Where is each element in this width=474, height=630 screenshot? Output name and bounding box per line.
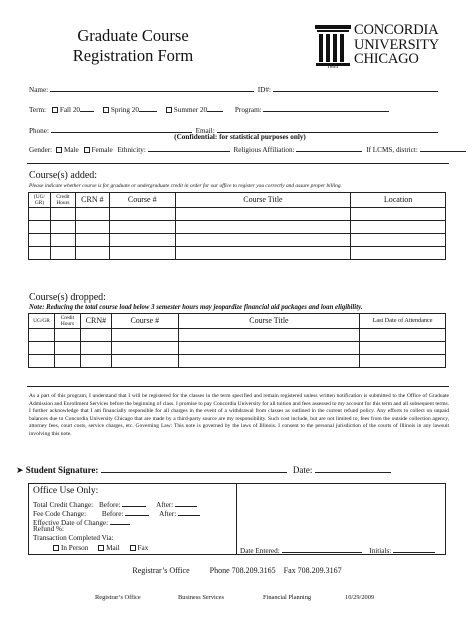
summer-year-field[interactable] [207,103,223,112]
table-row [29,342,446,355]
dropped-note: Note: Reducing the total course load below 3 semester hours may jeopardize financial aid packages and loan eligibility. [29,304,363,311]
divider-top [27,163,449,164]
added-col-credit: Credit Hours [50,193,75,208]
fax-label: Fax [137,544,149,552]
name-label: Name: [29,86,49,94]
effective-date-field[interactable] [110,516,130,525]
dropped-col-uggr: UG/GR [29,314,55,329]
lcms-district-field[interactable] [420,143,466,152]
phone-label: Phone: [29,127,49,135]
logo-text-university: UNIVERSITY [354,36,439,53]
spring-label: Spring 20 [110,106,139,114]
phone-field[interactable] [51,124,192,133]
dist-registrar: Registrar’s Office [95,594,141,601]
fall-label: Fall 20 [59,106,81,114]
registrar-fax: Fax 708.209.3167 [283,566,342,575]
total-credit-after-label: After: [156,501,174,509]
office-use-box [28,483,446,555]
summer-label: Summer 20 [173,106,208,114]
form-title-line1: Graduate Course [77,26,189,45]
term-row [29,103,449,114]
religious-label: Religious Affiliation: [233,146,295,154]
program-field[interactable] [263,103,389,112]
agreement-text: As a part of this program, I understand that I will be registered for the classes in the term specified and remain registered unless written notification is submitted to the Office of Graduate Admission and Enrollment Services before the beginning of class. I promise to pay Concordia University for all tuition and fees assessed to my account for this term and all subsequent terms. I further acknowledge that I am financially responsible for all charges in the event of a withdrawal from classes as outlined in the current refund policy. Any efforts to collect on unpaid balances due to Concordia University Chicago that are made by a third-party source are my responsibility. Such cost include, but are not limited to, fees from the outside collection agency, attorney fees, court costs, service charges, etc. Governing Law: This note is governed by the laws of Illinois. I consent to the personal jurisdiction of the courts of Illinois in any lawsuit involving this note. [29,393,449,437]
added-col-crn: CRN # [75,193,109,208]
fax-checkbox[interactable] [130,545,136,551]
spring-checkbox[interactable] [103,107,109,113]
dropped-courses-table [28,313,446,368]
fall-year-field[interactable] [80,103,94,112]
fee-code-before-label: Before: [101,510,124,518]
registrar-office: Registrar’s Office [132,566,190,575]
total-credit-label: Total Credit Change: [33,501,94,509]
signature-label: Student Signature: [25,465,99,475]
confidential-note: (Confidential: for statistical purposes only) [174,133,306,141]
table-row [29,355,446,368]
email-field[interactable] [217,124,438,133]
dist-financial: Financial Planning [263,594,312,601]
fall-checkbox[interactable] [52,107,58,113]
office-vertical-divider [236,484,237,554]
dropped-col-crn: CRN# [80,314,111,329]
total-credit-before-field[interactable] [122,498,146,507]
logo-year: 1864 [327,64,338,70]
logo-text-chicago: CHICAGO [354,51,419,67]
dropped-col-credit: Credit Hours [54,314,80,329]
dist-business: Business Services [178,594,224,601]
total-credit-after-field[interactable] [175,498,197,507]
date-entered-label: Date Entered: [240,547,280,555]
transaction-row [33,534,114,542]
signature-date-field[interactable] [315,464,391,473]
signature-row [16,464,446,476]
dropped-col-last-date: Last Date of Attendance [360,314,446,329]
program-label: Program: [234,106,262,114]
dropped-col-course: Course # [111,314,178,329]
total-credit-before-label: Before: [98,501,121,509]
refund-row [33,525,64,533]
table-row [29,221,446,234]
gender-row [29,143,449,154]
transaction-label: Transaction Completed Via: [33,534,114,542]
logo-text-concordia: CONCORDIA [354,22,439,38]
female-checkbox[interactable] [84,147,90,153]
in-person-label: In Person [61,544,89,552]
fee-code-after-field[interactable] [178,507,200,516]
table-row [29,208,446,221]
email-label: Email: [195,127,215,135]
gender-label: Gender: [29,146,53,154]
ethnicity-label: Ethnicity: [117,146,146,154]
signature-date-label: Date: [292,465,313,475]
mail-checkbox[interactable] [98,545,104,551]
registrar-phone: Phone 708.209.3165 [209,566,276,575]
divider-agreement [27,386,449,387]
name-field[interactable] [50,83,254,92]
initials-field[interactable] [393,544,435,553]
id-field[interactable] [273,83,438,92]
male-checkbox[interactable] [56,147,62,153]
initials-label: Initials: [369,547,392,555]
summer-checkbox[interactable] [166,107,172,113]
dist-date: 10/29/2009 [345,594,375,601]
fee-code-after-label: After: [159,510,177,518]
term-label: Term: [29,106,47,114]
refund-label: Refund %: [33,525,64,533]
added-heading: Course(s) added: [29,170,98,181]
date-entered-row [240,544,435,555]
mail-label: Mail [106,544,120,552]
name-row [29,83,449,94]
office-heading: Office Use Only: [33,486,99,496]
added-col-location: Location [351,193,446,208]
added-note: Please indicate whether course is for graduate or undergraduate credit in order for our office to register you correctly and assure proper billing. [29,183,342,189]
dropped-col-title: Course Title [178,314,359,329]
spring-year-field[interactable] [139,103,157,112]
in-person-checkbox[interactable] [53,545,59,551]
ethnicity-field[interactable] [148,143,230,152]
added-courses-table [28,192,446,260]
female-label: Female [91,146,113,154]
arrow-icon: ➤ [16,466,24,476]
added-col-uggr: (UG/ GR) [29,193,51,208]
dropped-heading: Course(s) dropped: [29,292,106,303]
office-contact-row [0,566,474,575]
table-row [29,234,446,247]
date-entered-field[interactable] [282,544,362,553]
fee-code-label: Fee Code Change: [33,510,87,518]
table-row [29,329,446,342]
university-logo [313,21,453,77]
id-label: ID#: [257,86,271,94]
transaction-options [53,544,148,552]
religious-field[interactable] [296,143,362,152]
form-title-line2: Registration Form [72,46,194,65]
form-title [58,26,208,66]
lcms-label: If LCMS, district: [366,146,418,154]
added-col-course: Course # [109,193,175,208]
effective-date-label: Effective Date of Change: [33,519,109,527]
added-col-title: Course Title [175,193,350,208]
table-row [29,247,446,260]
male-label: Male [63,146,79,154]
signature-field[interactable] [101,464,287,473]
fee-code-before-field[interactable] [125,507,149,516]
